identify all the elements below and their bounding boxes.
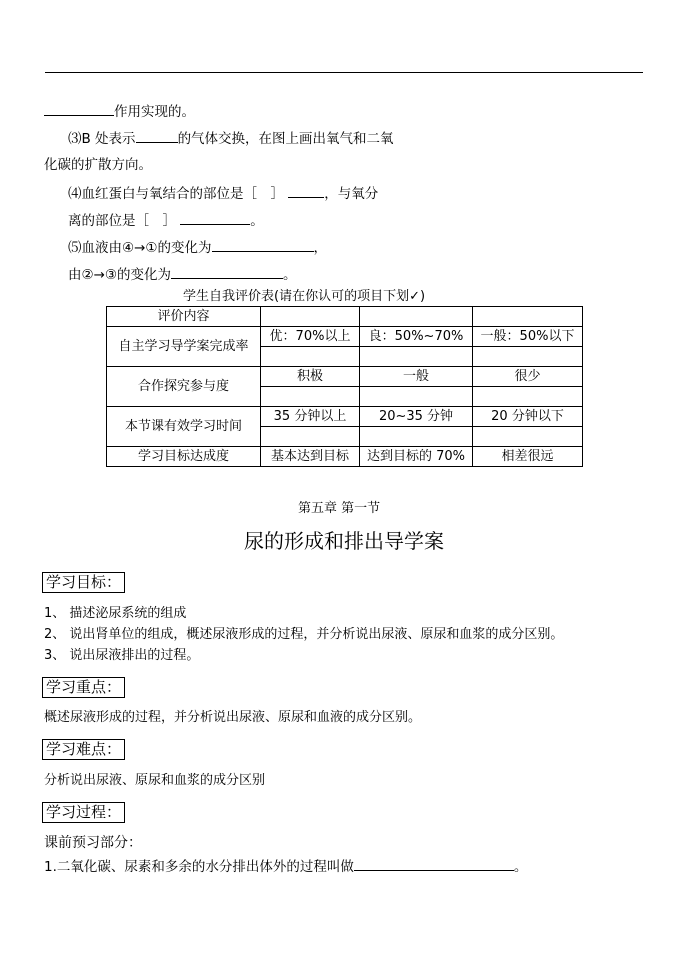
chapter-heading: 第五章 第一节 — [298, 501, 381, 516]
table-row — [107, 307, 583, 327]
fill-line-6: ⑸血液由④→①的变化为 ， — [68, 237, 327, 257]
answer-blank[interactable] — [180, 210, 250, 225]
row-label: 合作探究参与度 — [107, 367, 261, 407]
fill-line-1: 作用实现的。 — [44, 101, 195, 121]
table-row: 学习目标达成度 基本达到目标 达到目标的 70% 相差很远 — [107, 447, 583, 467]
table-row: 自主学习导学案完成率 优：70%以上 良：50%~70% 一般：50%以下 — [107, 327, 583, 347]
key-points-text: 概述尿液形成的过程，并分析说出尿液、原尿和血液的成分区别。 — [44, 710, 422, 725]
preview-title: 课前预习部分： — [44, 835, 142, 851]
difficulty-label: 学习难点： — [42, 739, 125, 760]
process-label: 学习过程： — [42, 802, 125, 823]
check-cell[interactable] — [473, 427, 583, 447]
check-cell[interactable] — [360, 387, 473, 407]
goals-label: 学习目标： — [42, 572, 125, 593]
fill-line-7: 由②→③的变化为 。 — [68, 264, 297, 284]
page-title: 尿的形成和排出导学案 — [244, 529, 444, 553]
check-cell[interactable] — [473, 387, 583, 407]
table-row: 合作探究参与度 积极 一般 很少 — [107, 367, 583, 387]
goal-item: 2、 说出肾单位的组成，概述尿液形成的过程，并分析说出尿液、原尿和血浆的成分区别。 — [44, 627, 564, 642]
fill-line-3: 化碳的扩散方向。 — [44, 157, 152, 173]
fill-line-2: ⑶B 处表示 的气体交换，在图上画出氧气和二氧 — [68, 128, 394, 148]
self-eval-table — [106, 306, 583, 467]
answer-blank[interactable] — [354, 856, 514, 871]
question-1: 1.二氧化碳、尿素和多余的水分排出体外的过程叫做 。 — [44, 856, 527, 876]
answer-blank[interactable] — [136, 128, 178, 143]
eval-table-title: 学生自我评价表(请在你认可的项目下划✓) — [183, 289, 426, 304]
check-cell[interactable] — [261, 427, 360, 447]
check-cell[interactable] — [261, 387, 360, 407]
row-label: 学习目标达成度 — [107, 447, 261, 467]
check-cell[interactable] — [360, 347, 473, 367]
goal-item: 3、 说出尿液排出的过程。 — [44, 648, 200, 663]
row-label: 自主学习导学案完成率 — [107, 327, 261, 367]
table-row: 本节课有效学习时间 35 分钟以上 20~35 分钟 20 分钟以下 — [107, 407, 583, 427]
answer-blank[interactable] — [212, 237, 314, 252]
check-cell[interactable] — [473, 347, 583, 367]
answer-blank[interactable] — [288, 183, 324, 198]
check-cell[interactable] — [360, 427, 473, 447]
goal-item: 1、 描述泌尿系统的组成 — [44, 606, 187, 621]
difficulty-text: 分析说出尿液、原尿和血浆的成分区别 — [44, 773, 266, 788]
fill-line-4: ⑷血红蛋白与氧结合的部位是［ ］ ，与氧分 — [68, 183, 378, 203]
answer-blank[interactable] — [171, 264, 283, 279]
table-header-cell: 评价内容 — [107, 307, 261, 327]
fill-line-5: 离的部位是［ ］ 。 — [68, 210, 264, 230]
top-rule — [45, 72, 643, 73]
answer-blank[interactable] — [44, 101, 114, 116]
check-cell[interactable] — [261, 347, 360, 367]
row-label: 本节课有效学习时间 — [107, 407, 261, 447]
key-points-label: 学习重点： — [42, 677, 125, 698]
